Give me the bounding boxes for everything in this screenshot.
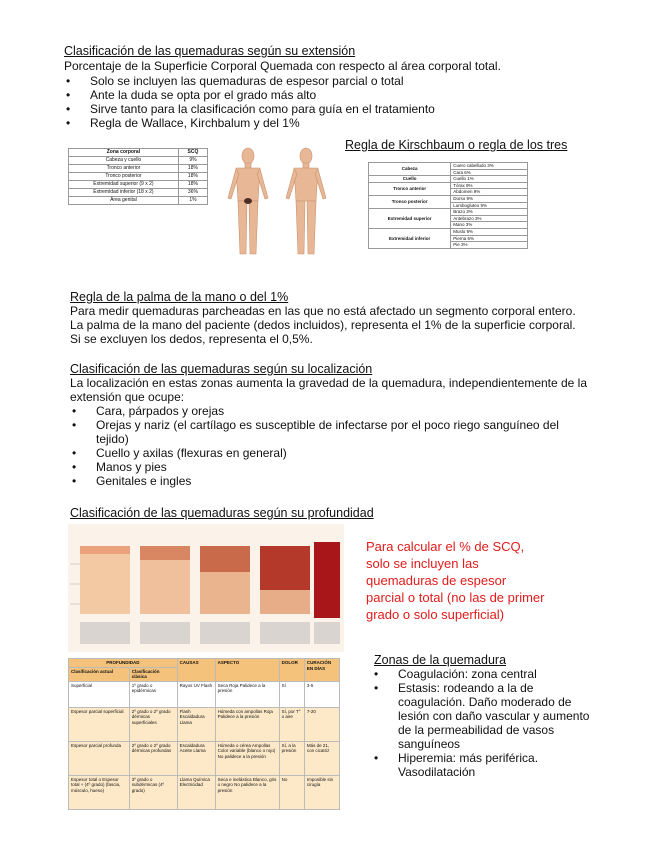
table-cell: Superficial	[69, 681, 130, 707]
table-cell: Extremidad inferior	[369, 228, 451, 248]
table-cell: Extremidad superior (9 x 2)	[69, 181, 179, 189]
list-item: • Hiperemia: más periférica. Vasodilatación	[372, 751, 594, 779]
table-cell: Cabeza y cuello	[69, 157, 179, 165]
table-cell: Área genital	[69, 197, 179, 205]
table-cell: 18%	[178, 165, 207, 173]
text-line: Si se excluyen los dedos, representa el 0,5%.	[70, 332, 313, 346]
table-cell: Cuero cabelludo 3%	[451, 163, 528, 170]
text-line: La palma de la mano del paciente (dedos incluidos), representa el 1% de la superficie corporal.	[70, 318, 576, 332]
list-item: • Orejas y nariz (el cartílago es susceptible de infectarse por el poco riego sanguíneo del tejido)	[70, 418, 590, 446]
table-header: CAUSAS	[177, 659, 215, 682]
section-heading-extension: Clasificación de las quemaduras según su extensión	[64, 44, 356, 58]
list-item: • Ante la duda se opta por el grado más alto	[64, 88, 624, 102]
list-item: • Coagulación: zona central	[372, 667, 594, 681]
table-cell: Espesor parcial profunda	[69, 741, 130, 775]
table-cell: Extremidad inferior (18 x 2)	[69, 189, 179, 197]
zonas-bullets	[372, 667, 594, 779]
depth-table	[68, 658, 340, 810]
kirschbaum-heading: Regla de Kirschbaum o regla de los tres	[345, 138, 568, 152]
table-cell: Seca Roja Palidece a la presión	[215, 681, 279, 707]
text-line: Para medir quemaduras parcheadas en las que no está afectado un segmento corporal entero.	[70, 304, 576, 318]
table-cell: Más de 21, con cicatriz	[304, 741, 339, 775]
table-cell: 18%	[178, 181, 207, 189]
table-cell: Tronco posterior	[69, 173, 179, 181]
table-cell: Sí	[279, 681, 304, 707]
table-cell: Imposible sin cirugía	[304, 775, 339, 809]
table-cell: Pie 3%	[451, 242, 528, 249]
table-cell: Pierna 6%	[451, 235, 528, 242]
table-cell: Cuello	[369, 176, 451, 183]
table-cell: Llama Química Electricidad	[177, 775, 215, 809]
table-header: CURACIÓN EN DÍAS	[304, 659, 339, 682]
table-cell: Espesor total o Espesor total + (4º grado) (fascia, músculo, hueso)	[69, 775, 130, 809]
zonas-heading: Zonas de la quemadura	[374, 653, 507, 667]
wallace-table	[68, 148, 208, 205]
table-cell: 1%	[178, 197, 207, 205]
table-cell: Muslo 9%	[451, 228, 528, 235]
extension-bullets	[64, 74, 624, 130]
palma-heading: Regla de la palma de la mano o del 1%	[70, 290, 289, 304]
kirschbaum-table	[368, 162, 528, 249]
table-header: SCQ	[178, 149, 207, 157]
table-cell: Tronco posterior	[369, 195, 451, 208]
table-header: Zona corporal	[69, 149, 179, 157]
list-item: • Genitales e ingles	[70, 474, 590, 488]
list-item: • Estasis: rodeando a la de coagulación. Daño moderado de lesión con daño vascular y aumento de la permeabilidad de vasos sanguíneos	[372, 681, 594, 751]
table-cell: 2º grado o 2º grado dérmicas superficiales	[129, 707, 177, 741]
table-cell: 36%	[178, 189, 207, 197]
table-cell: Extremidad superior	[369, 209, 451, 229]
table-cell: Tronco anterior	[369, 182, 451, 195]
table-header: Clasificación actual	[69, 667, 130, 681]
table-header: ASPECTO	[215, 659, 279, 682]
table-cell: Cuello 1%	[451, 176, 528, 183]
list-item: • Sirve tanto para la clasificación como para guía en el tratamiento	[64, 102, 624, 116]
localizacion-bullets	[70, 404, 590, 488]
table-header: PROFUNDIDAD	[69, 659, 178, 668]
table-cell: Tórax 9%	[451, 182, 528, 189]
list-item: • Cuello y axilas (flexuras en general)	[70, 446, 590, 460]
table-cell: 2º grado o 2º grado dérmicas profundas	[129, 741, 177, 775]
table-cell: Seca e inelástica Blanco, gris o negro No palidece a la presión	[215, 775, 279, 809]
table-cell: Espesor parcial superficial	[69, 707, 130, 741]
table-cell: Cara 6%	[451, 169, 528, 176]
table-cell: Dorso 9%	[451, 195, 528, 202]
palma-text	[70, 304, 630, 346]
scq-note: Para calcular el % de SCQ, solo se incluyen las quemaduras de espesor parcial o total (no las de primer grado o solo superficial)	[366, 539, 545, 622]
table-cell: 7-20	[304, 707, 339, 741]
extension-intro: Porcentaje de la Superficie Corporal Quemada con respecto al área corporal total.	[64, 59, 501, 73]
table-cell: Antebrazo 3%	[451, 215, 528, 222]
body-figures-image	[222, 146, 334, 260]
list-item: • Manos y pies	[70, 460, 590, 474]
table-cell: Húmeda o cérea Ampollas Color variable (blanco o rojo) No palidece a la presión	[215, 741, 279, 775]
localizacion-intro: La localización en estas zonas aumenta la gravedad de la quemadura, independientemente de la extensión que ocupe:	[70, 376, 588, 404]
table-cell: Cabeza	[369, 163, 451, 176]
table-cell: 18%	[178, 173, 207, 181]
table-cell: Tronco anterior	[69, 165, 179, 173]
table-cell: Sí, a la presión	[279, 741, 304, 775]
table-cell: Sí, por T° o aire	[279, 707, 304, 741]
table-cell: Flash Escaldadura Llama	[177, 707, 215, 741]
table-cell: Mano 3%	[451, 222, 528, 229]
table-cell: 3º grado o subdérmicas (4º grado)	[129, 775, 177, 809]
table-cell: Abdomen 9%	[451, 189, 528, 196]
table-cell: No	[279, 775, 304, 809]
table-cell: 3-5	[304, 681, 339, 707]
skin-depth-diagram	[68, 524, 344, 652]
table-cell: Rayos UV Flash	[177, 681, 215, 707]
table-header: Clasificación clásica	[129, 667, 177, 681]
table-cell: Húmeda con ampollas Roja Palidece a la presión	[215, 707, 279, 741]
list-item: • Regla de Wallace, Kirchbalum y del 1%	[64, 116, 624, 130]
list-item: • Solo se incluyen las quemaduras de espesor parcial o total	[64, 74, 624, 88]
table-cell: Brazo 3%	[451, 209, 528, 216]
list-item: • Cara, párpados y orejas	[70, 404, 590, 418]
table-cell: Escaldadura Aceite Llama	[177, 741, 215, 775]
table-header: DOLOR	[279, 659, 304, 682]
localizacion-heading: Clasificación de las quemaduras según su localización	[70, 362, 373, 376]
profundidad-heading: Clasificación de las quemaduras según su profundidad	[70, 506, 374, 520]
table-cell: Lumbogluteo 9%	[451, 202, 528, 209]
table-cell: 1º grado o epidérmicas	[129, 681, 177, 707]
table-cell: 9%	[178, 157, 207, 165]
